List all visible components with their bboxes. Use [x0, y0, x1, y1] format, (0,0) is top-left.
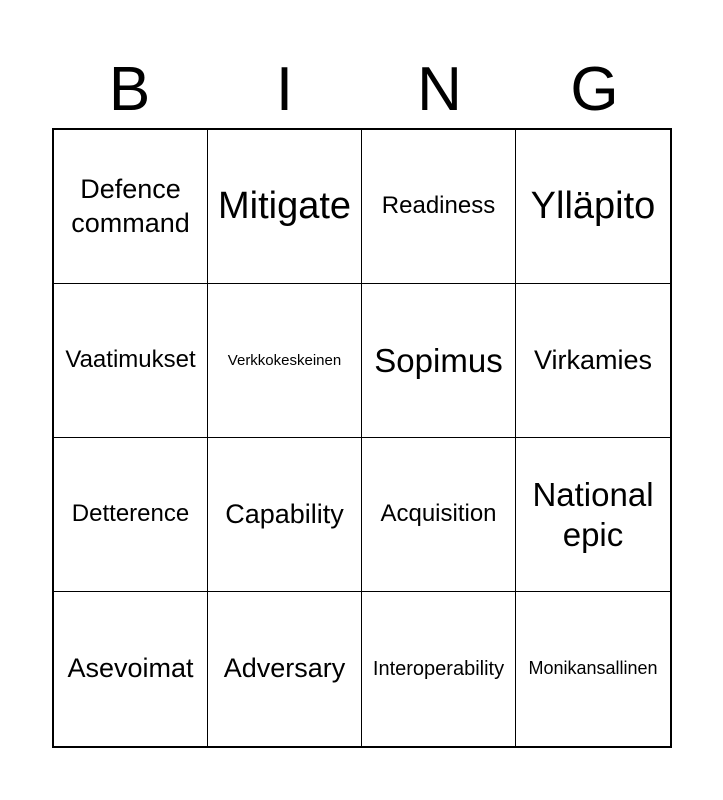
bingo-header	[52, 52, 672, 128]
bingo-cell[interactable]: Adversary	[208, 592, 362, 746]
bingo-cell[interactable]: Sopimus	[362, 284, 516, 438]
bingo-cell[interactable]: Readiness	[362, 130, 516, 284]
bingo-cell[interactable]: Capability	[208, 438, 362, 592]
header-letter-b: B	[108, 55, 151, 124]
bingo-cell[interactable]: Ylläpito	[516, 130, 670, 284]
bingo-cell[interactable]: Defence command	[54, 130, 208, 284]
header-letter-g: G	[570, 55, 619, 124]
bingo-cell[interactable]: Verkkokeskeinen	[208, 284, 362, 438]
bingo-cell[interactable]: Monikansallinen	[528, 658, 658, 679]
bingo-cell[interactable]: National epic	[516, 438, 670, 592]
bingo-cell[interactable]: Acquisition	[362, 438, 516, 592]
bingo-cell[interactable]: Interoperability	[362, 592, 516, 746]
header-letter-n: N	[417, 55, 462, 124]
bingo-cell[interactable]: Asevoimat	[54, 592, 208, 746]
header-letter-i: I	[275, 55, 294, 124]
bingo-cell[interactable]: Vaatimukset	[54, 284, 208, 438]
bingo-cell[interactable]: Mitigate	[208, 130, 362, 284]
bingo-cell[interactable]: Virkamies	[516, 284, 670, 438]
bingo-cell[interactable]: Detterence	[54, 438, 208, 592]
bingo-board	[52, 128, 672, 748]
